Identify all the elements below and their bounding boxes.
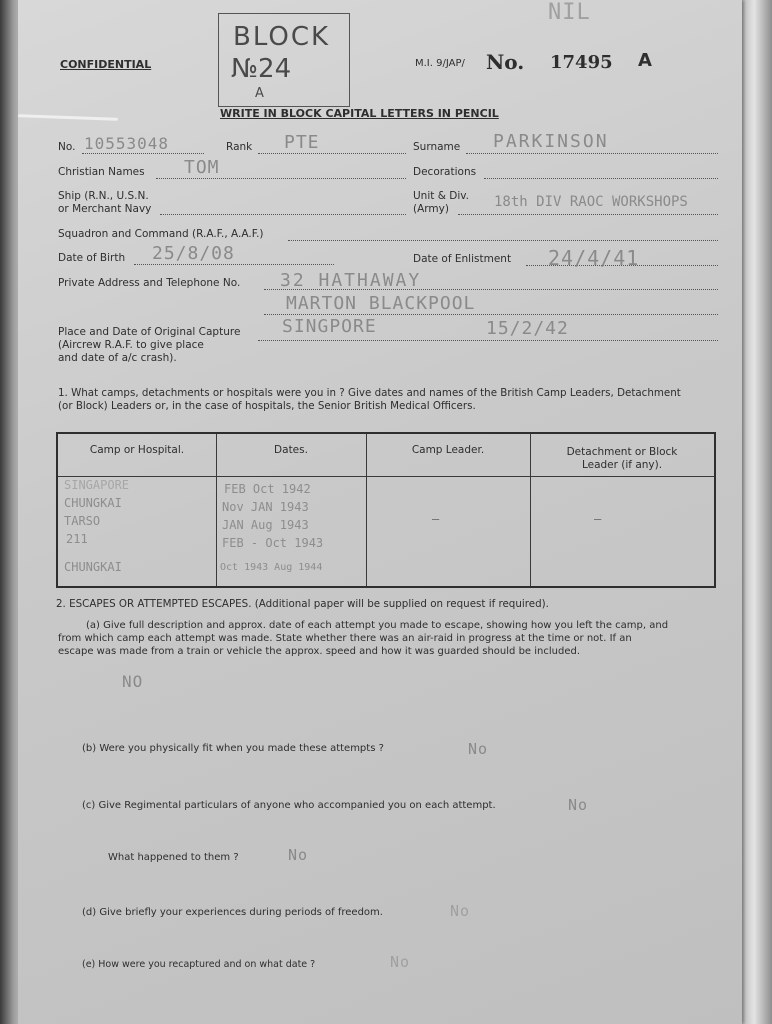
header-detachment: Detachment or Block <box>566 446 678 458</box>
table-row-camp: TARSO <box>64 514 101 528</box>
tag-string <box>18 114 118 120</box>
answer-2a: NO <box>122 672 144 691</box>
unit-label-line1: Unit & Div. <box>413 190 469 202</box>
detachment-leader-dash: — <box>594 512 602 526</box>
stamp-letter-text: A <box>255 86 264 101</box>
address-line2: MARTON BLACKPOOL <box>286 293 476 314</box>
rank-value: PTE <box>284 132 320 153</box>
decorations-label: Decorations <box>413 166 477 178</box>
scribble-nil: NIL <box>548 0 591 25</box>
table-row-dates: FEB Oct 1942 <box>224 482 311 496</box>
address-label: Private Address and Telephone No. <box>58 277 241 289</box>
binder-edge-right <box>742 0 772 1024</box>
surname-value: PARKINSON <box>493 131 609 152</box>
service-no-label: No. <box>58 141 76 153</box>
table-row-camp: SINGAPORE <box>64 478 130 492</box>
question2a-line2: from which camp each attempt was made. State whether there was an air-raid in progress at the time or not. If an <box>58 633 632 644</box>
answer-2b: No <box>468 740 489 758</box>
table-row-dates: Nov JAN 1943 <box>222 500 309 514</box>
dob-label: Date of Birth <box>58 252 126 264</box>
header-dates: Dates. <box>274 444 308 456</box>
enlistment-value: 24/4/41 <box>548 246 640 270</box>
question2b: (b) Were you physically fit when you made these attempts ? <box>82 743 384 754</box>
squadron-label: Squadron and Command (R.A.F., A.A.F.) <box>58 228 264 240</box>
surname-label: Surname <box>413 141 461 153</box>
unit-label-line2: (Army) <box>413 203 449 215</box>
question2c-followup: What happened to them ? <box>108 852 239 863</box>
christian-names-label: Christian Names <box>58 166 145 178</box>
answer-2e: No <box>390 953 411 971</box>
confidential-label: CONFIDENTIAL <box>60 58 152 71</box>
table-row-dates: Oct 1943 Aug 1944 <box>220 562 323 573</box>
ship-label-line1: Ship (R.N., U.S.N. <box>58 190 149 202</box>
form-number: 17495 <box>550 52 613 73</box>
answer-2d: No <box>450 902 471 920</box>
unit-value: 18th DIV RAOC WORKSHOPS <box>494 194 688 210</box>
answer-2c-followup: No <box>288 846 309 864</box>
header-camp-leader: Camp Leader. <box>411 444 485 456</box>
question2a-line1: (a) Give full description and approx. date of each attempt you made to escape, showing how you left the camp, and <box>86 620 669 631</box>
table-row-dates: JAN Aug 1943 <box>222 518 309 532</box>
dob-value: 25/8/08 <box>152 243 235 264</box>
header-camp: Camp or Hospital. <box>89 444 185 456</box>
capture-place: SINGPORE <box>282 316 377 337</box>
reference-label: M.I. 9/JAP/ <box>415 58 465 69</box>
table-row-camp: CHUNGKAI <box>64 560 122 574</box>
number-label: No. <box>486 50 525 74</box>
stamp-number-text: №24 <box>231 54 292 84</box>
block-stamp <box>218 13 350 107</box>
table-row-camp: CHUNGKAI <box>64 496 122 510</box>
ship-label-line2: or Merchant Navy <box>58 203 152 215</box>
camp-leader-dash: — <box>432 512 440 526</box>
question2c: (c) Give Regimental particulars of anyone who accompanied you on each attempt. <box>82 800 496 811</box>
form-suffix: A <box>638 50 652 71</box>
question2e: (e) How were you recaptured and on what date ? <box>82 959 316 970</box>
question1-line2: (or Block) Leaders or, in the case of hospitals, the Senior British Medical Officers. <box>58 400 476 412</box>
table-row-camp: 211 <box>66 532 88 546</box>
stamp-block-text: BLOCK <box>233 22 331 52</box>
address-line1: 32 HATHAWAY <box>280 270 422 291</box>
enlistment-label: Date of Enlistment <box>413 253 512 265</box>
form-sheet <box>18 0 742 1024</box>
question2d: (d) Give briefly your experiences during periods of freedom. <box>82 907 383 918</box>
capture-label-line2: (Aircrew R.A.F. to give place <box>58 339 204 351</box>
instruction-heading: WRITE IN BLOCK CAPITAL LETTERS IN PENCIL <box>220 107 499 120</box>
camp-table <box>56 432 716 588</box>
question1-line1: 1. What camps, detachments or hospitals were you in ? Give dates and names of the British Camp Leaders, Detachment <box>58 387 681 399</box>
question2a-line3: escape was made from a train or vehicle the approx. speed and how it was guarded should be included. <box>58 646 581 657</box>
answer-2c: No <box>568 796 589 814</box>
table-row-dates: FEB - Oct 1943 <box>222 536 324 550</box>
header-detachment-line2: Leader (if any). <box>581 459 663 471</box>
capture-date: 15/2/42 <box>486 318 569 339</box>
capture-label-line1: Place and Date of Original Capture <box>58 326 241 338</box>
question2-heading: 2. ESCAPES OR ATTEMPTED ESCAPES. (Additional paper will be supplied on request if required). <box>56 598 549 610</box>
christian-names-value: TOM <box>184 157 220 178</box>
service-no-value: 10553048 <box>84 134 170 153</box>
rank-label: Rank <box>226 141 253 153</box>
capture-label-line3: and date of a/c crash). <box>58 352 177 364</box>
